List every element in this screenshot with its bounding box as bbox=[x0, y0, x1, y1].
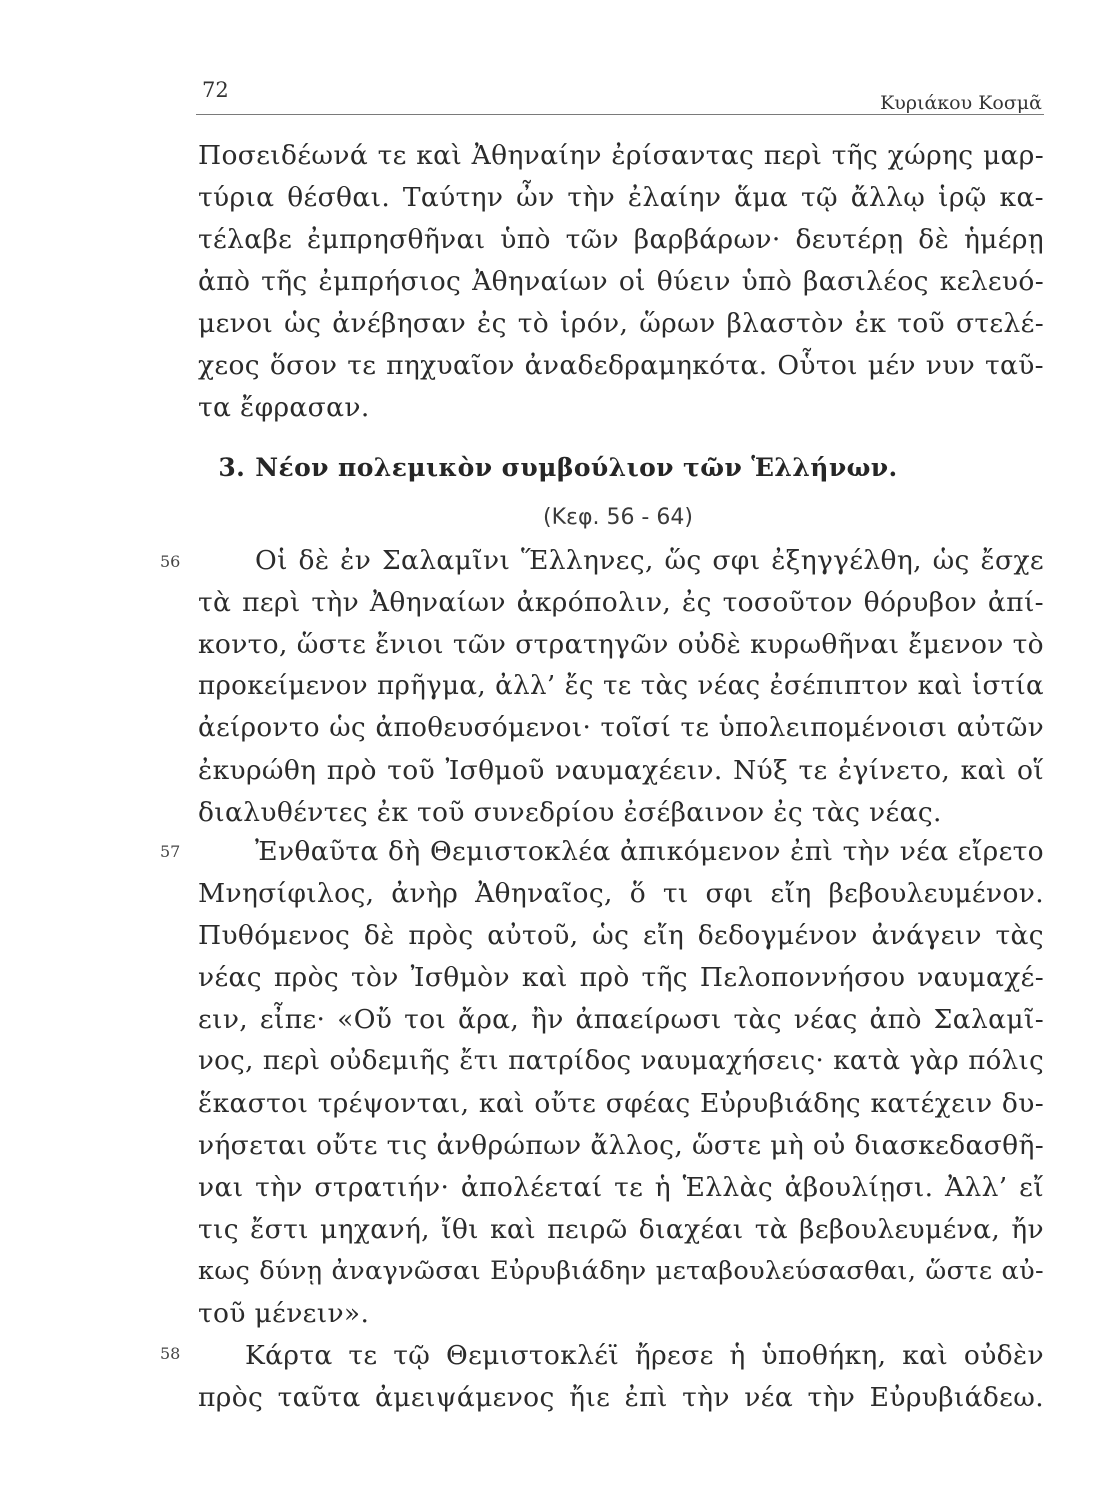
text-line: Μνησίφιλος, ἀνὴρ Ἀθηναῖος, ὅ τι σφι εἴη βεβουλευμένον. bbox=[198, 878, 1044, 909]
text-line: νέας πρὸς τὸν Ἰσθμὸν καὶ πρὸ τῆς Πελοποννήσου ναυμαχέ- bbox=[198, 962, 1044, 993]
chapter-marker: 57 bbox=[160, 842, 181, 861]
text-line: ἀείροντο ὡς ἀποθευσόμενοι· τοῖσί τε ὑπολειπομένοισι αὐτῶν bbox=[198, 713, 1044, 743]
text-line: ειν, εἶπε· «Οὔ τοι ἄρα, ἢν ἀπαείρωσι τὰς νέας ἀπὸ Σαλαμῖ- bbox=[198, 1004, 1044, 1035]
text-line: χεος ὅσον τε πηχυαῖον ἀναδεδραμηκότα. Οὗτοι μέν νυν ταῦ- bbox=[198, 350, 1044, 381]
chapter-marker: 56 bbox=[160, 552, 181, 571]
text-line: πρὸς ταῦτα ἀμειψάμενος ἤιε ἐπὶ τὴν νέα τὴν Εὐρυβιάδεω. bbox=[198, 1382, 1044, 1413]
text-line: νος, περὶ οὐδεμιῆς ἔτι πατρίδος ναυμαχήσεις· κατὰ γὰρ πόλις bbox=[198, 1046, 1044, 1076]
page-number: 72 bbox=[202, 78, 229, 102]
text-line: Ἐνθαῦτα δὴ Θεμιστοκλέα ἀπικόμενον ἐπὶ τὴν νέα εἴρετο bbox=[255, 836, 1044, 867]
page-header bbox=[196, 78, 1046, 118]
text-line: κοντο, ὥστε ἔνιοι τῶν στρατηγῶν οὐδὲ κυρωθῆναι ἔμενον τὸ bbox=[198, 629, 1044, 660]
text-line: τύρια θέσθαι. Ταύτην ὦν τὴν ἐλαίην ἅμα τῷ ἄλλῳ ἱρῷ κα- bbox=[198, 182, 1044, 213]
header-rule bbox=[196, 114, 1044, 115]
section-heading bbox=[0, 453, 1116, 482]
text-line: Πυθόμενος δὲ πρὸς αὐτοῦ, ὡς εἴη δεδογμένον ἀνάγειν τὰς bbox=[198, 920, 1044, 951]
text-line: κως δύνῃ ἀναγνῶσαι Εὐρυβιάδην μεταβουλεύσασθαι, ὥστε αὐ- bbox=[198, 1256, 1044, 1286]
text-line: τὰ περὶ τὴν Ἀθηναίων ἀκρόπολιν, ἐς τοσοῦτον θόρυβον ἀπί- bbox=[198, 587, 1044, 618]
text-line: Ποσειδέωνά τε καὶ Ἀθηναίην ἐρίσαντας περὶ τῆς χώρης μαρ- bbox=[198, 140, 1044, 171]
text-line: ναι τὴν στρατιήν· ἀπολέεταί τε ἡ Ἑλλὰς ἀβουλίῃσι. Ἀλλ’ εἴ bbox=[198, 1172, 1044, 1203]
text-line: διαλυθέντες ἐκ τοῦ συνεδρίου ἐσέβαινον ἐς τὰς νέας. bbox=[198, 797, 942, 828]
text-line: τοῦ μένειν». bbox=[198, 1298, 370, 1329]
text-line: ἕκαστοι τρέψονται, καὶ οὔτε σφέας Εὐρυβιάδης κατέχειν δυ- bbox=[198, 1088, 1044, 1119]
chapter-marker: 58 bbox=[160, 1344, 181, 1363]
section-title: Νέον πολεμικὸν συμβούλιον τῶν Ἑλλήνων. bbox=[255, 453, 898, 482]
running-head: Κυριάκου Κοσμᾶ bbox=[880, 92, 1042, 114]
text-line: Οἱ δὲ ἐν Σαλαμῖνι Ἕλληνες, ὥς σφι ἐξηγγέλθη, ὡς ἔσχε bbox=[255, 545, 1044, 576]
chapter-range: (Κεφ. 56 - 64) bbox=[543, 505, 693, 530]
text-line: νήσεται οὔτε τις ἀνθρώπων ἄλλος, ὥστε μὴ οὐ διασκεδασθῆ- bbox=[198, 1130, 1044, 1161]
text-line: τις ἔστι μηχανή, ἴθι καὶ πειρῶ διαχέαι τὰ βεβουλευμένα, ἤν bbox=[198, 1214, 1044, 1245]
text-line: τέλαβε ἐμπρησθῆναι ὑπὸ τῶν βαρβάρων· δευτέρῃ δὲ ἡμέρῃ bbox=[198, 224, 1044, 255]
text-line: προκείμενον πρῆγμα, ἀλλ’ ἔς τε τὰς νέας ἐσέπιπτον καὶ ἱστία bbox=[198, 671, 1044, 701]
section-number: 3. bbox=[218, 453, 246, 482]
text-line: τα ἔφρασαν. bbox=[198, 392, 370, 423]
text-line: μενοι ὡς ἀνέβησαν ἐς τὸ ἱρόν, ὥρων βλαστὸν ἐκ τοῦ στελέ- bbox=[198, 308, 1044, 339]
text-line: Κάρτα τε τῷ Θεμιστοκλέϊ ἤρεσε ἡ ὑποθήκη, καὶ οὐδὲν bbox=[245, 1340, 1044, 1371]
text-line: ἐκυρώθη πρὸ τοῦ Ἰσθμοῦ ναυμαχέειν. Νύξ τε ἐγίνετο, καὶ οἵ bbox=[198, 755, 1044, 786]
text-line: ἀπὸ τῆς ἐμπρήσιος Ἀθηναίων οἱ θύειν ὑπὸ βασιλέος κελευό- bbox=[198, 266, 1044, 297]
